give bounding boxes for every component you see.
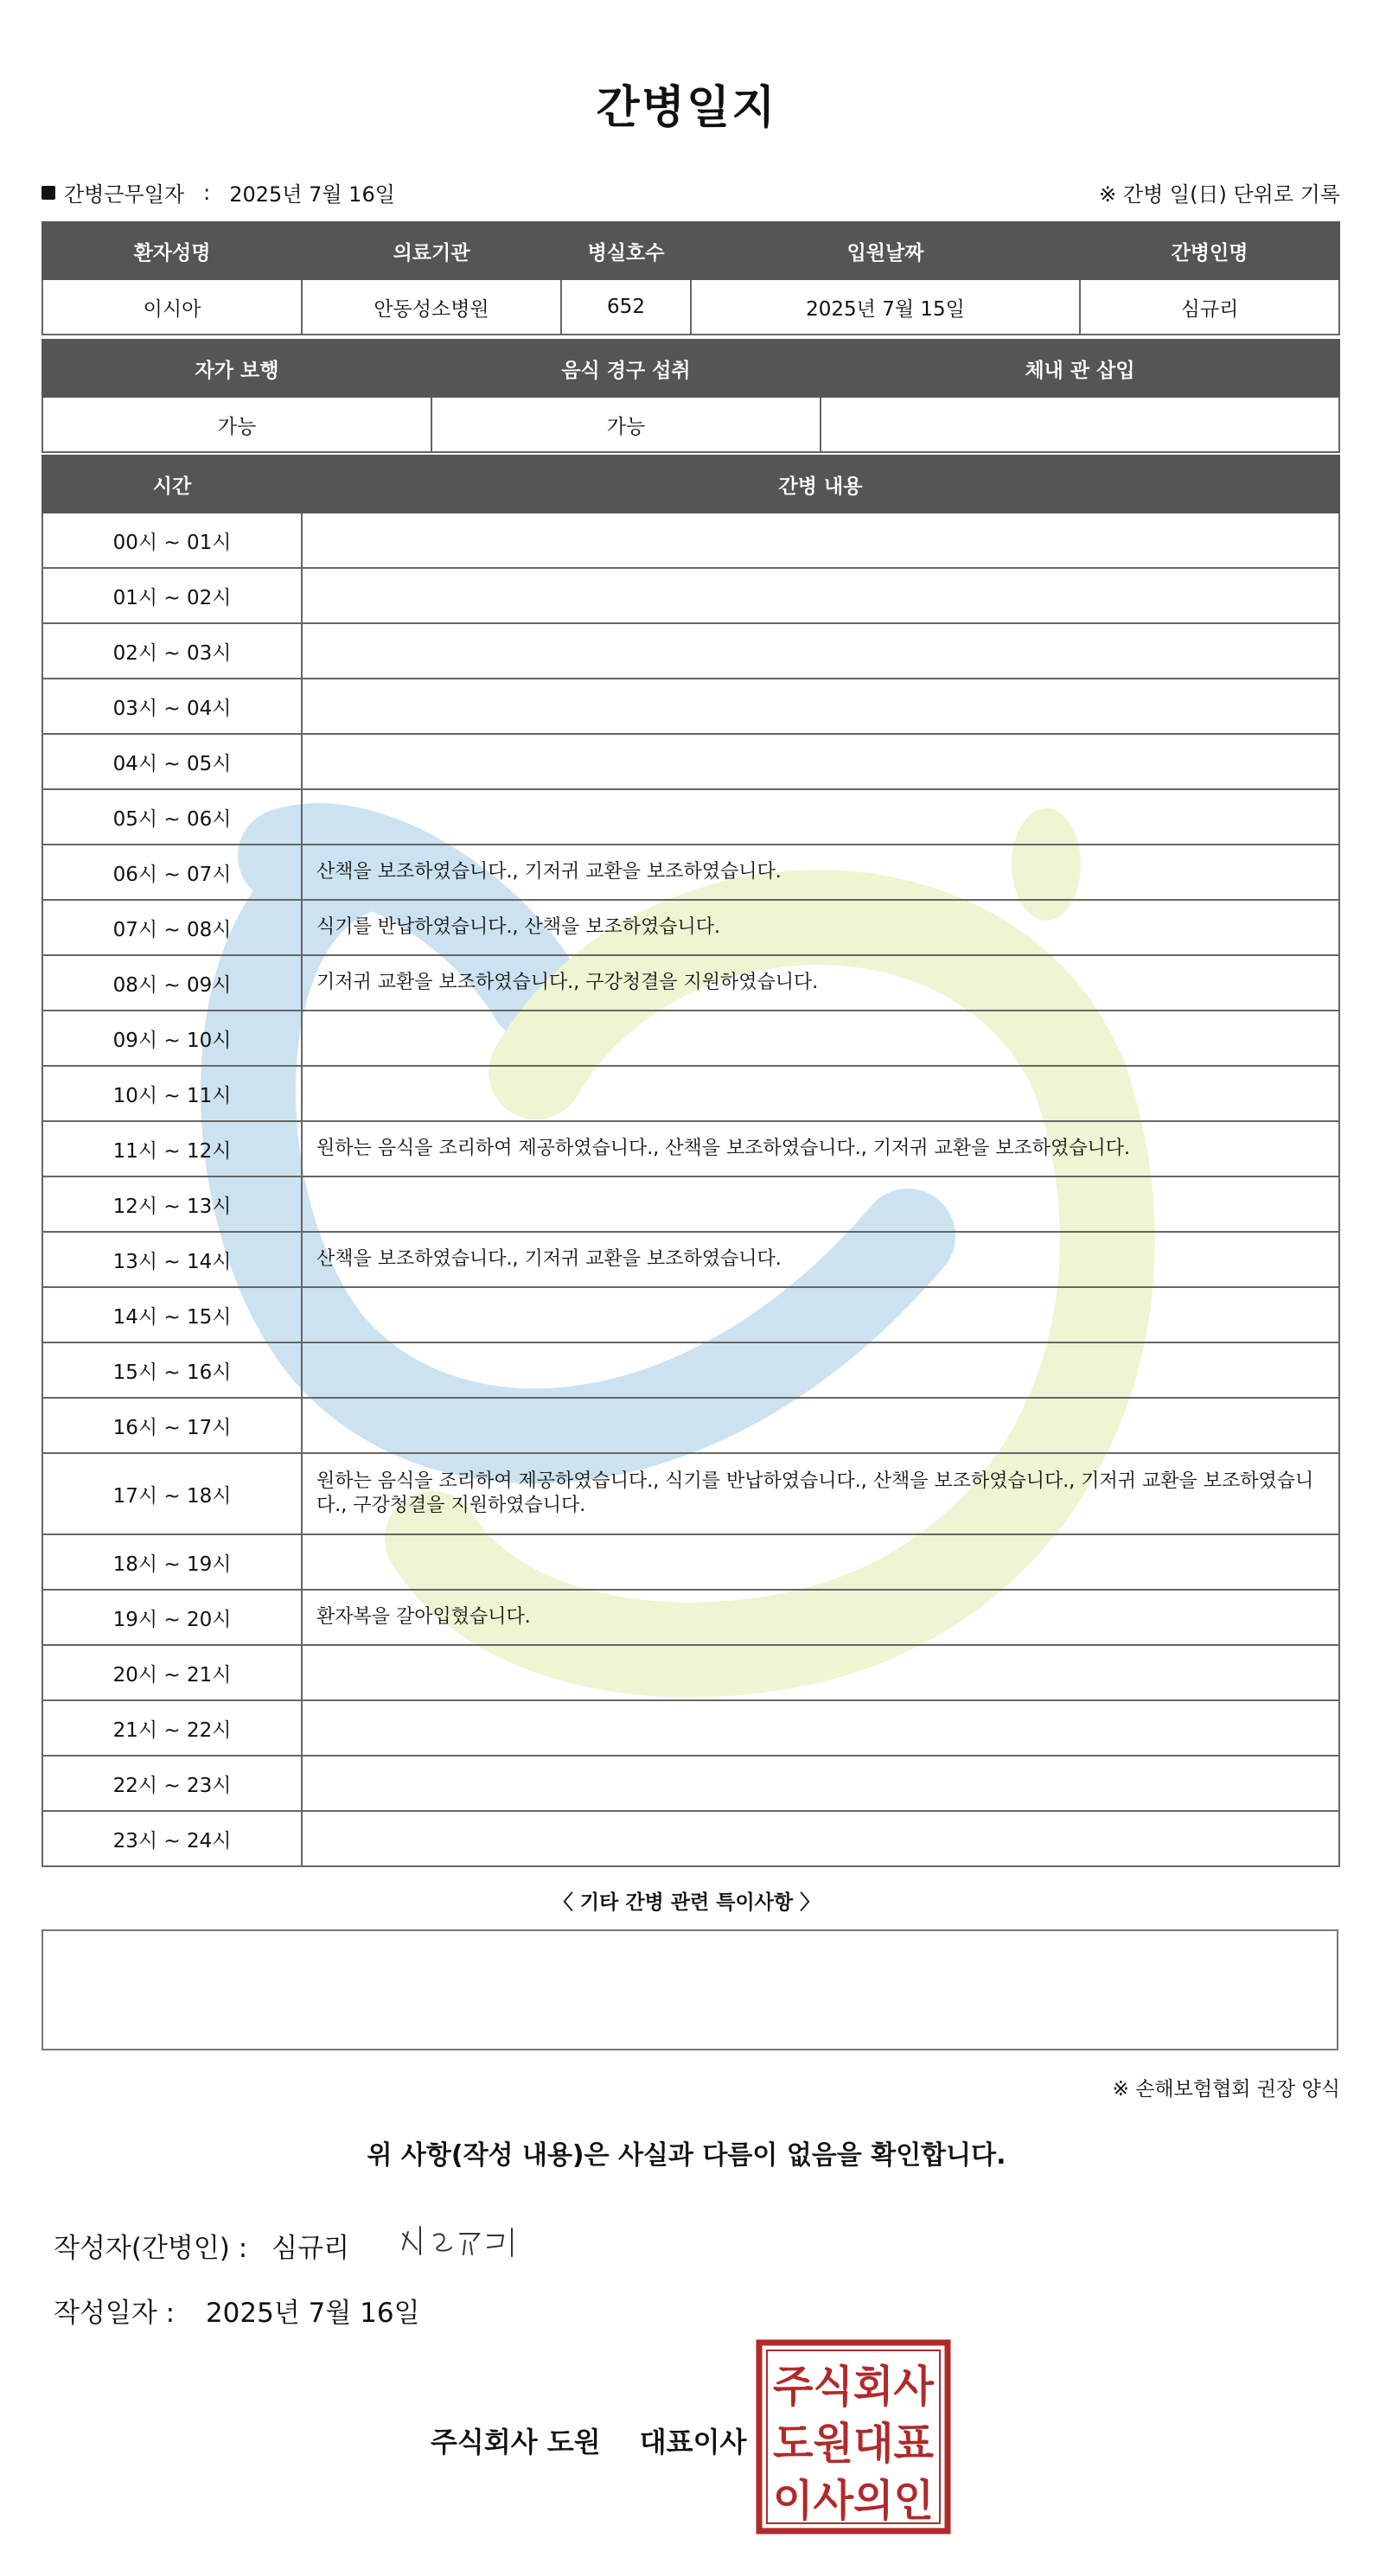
table-row (42, 845, 1339, 900)
time-cell: 06시 ~ 07시 (42, 845, 302, 900)
caregiver-name: 심규리 (1080, 279, 1339, 335)
work-date-label: 간병근무일자 (64, 182, 185, 207)
table-row (42, 679, 1339, 734)
time-cell: 14시 ~ 15시 (42, 1287, 302, 1342)
work-date-value: 2025년 7월 16일 (229, 182, 395, 207)
header-oral-intake: 음식 경구 섭취 (431, 340, 821, 397)
care-content-cell (302, 568, 1339, 623)
table-row (42, 789, 1339, 845)
time-cell: 23시 ~ 24시 (42, 1811, 302, 1866)
care-content-cell (302, 789, 1339, 845)
table-row (42, 1453, 1339, 1534)
care-content-cell (302, 623, 1339, 679)
time-cell: 00시 ~ 01시 (42, 513, 302, 568)
admission-date: 2025년 7월 15일 (691, 279, 1080, 335)
care-content-cell (302, 1811, 1339, 1866)
table-row (42, 1121, 1339, 1176)
table-row (42, 1176, 1339, 1232)
care-content-cell (302, 1011, 1339, 1066)
table-row (42, 1066, 1339, 1121)
table-row (42, 1645, 1339, 1700)
room-number: 652 (561, 279, 691, 335)
writer-name: 심규리 (271, 2233, 350, 2264)
tube-insertion-value (821, 397, 1339, 452)
care-content-cell (302, 1176, 1339, 1232)
self-walking-value: 가능 (42, 397, 431, 452)
table-row (42, 1700, 1339, 1756)
time-cell: 21시 ~ 22시 (42, 1700, 302, 1756)
svg-text:이사의인: 이사의인 (773, 2476, 934, 2526)
page-title: 간병일지 (596, 82, 777, 134)
header-time: 시간 (42, 456, 302, 513)
write-date-value: 2025년 7월 16일 (205, 2298, 420, 2329)
care-content-cell: 환자복을 갈아입혔습니다. (302, 1590, 1339, 1645)
table-row (42, 1398, 1339, 1453)
time-cell: 02시 ~ 03시 (42, 623, 302, 679)
table-row (42, 568, 1339, 623)
patient-status-table (42, 339, 1340, 453)
care-content-cell: 원하는 음식을 조리하여 제공하였습니다., 산책을 보조하였습니다., 기저귀 교환을 보조하였습니다. (302, 1121, 1339, 1176)
company-line (431, 2420, 746, 2460)
care-content-cell (302, 1700, 1339, 1756)
time-cell: 20시 ~ 21시 (42, 1645, 302, 1700)
care-content-cell (302, 1534, 1339, 1590)
table-row (42, 900, 1339, 955)
care-content-cell: 원하는 음식을 조리하여 제공하였습니다., 식기를 반납하였습니다., 산책을 보조하였습니다., 기저귀 교환을 보조하였습니다., 구강청결을 지원하였습니다. (302, 1453, 1339, 1534)
care-content-cell (302, 734, 1339, 789)
write-date-label: 작성일자 : (54, 2298, 176, 2329)
hospital-name: 안동성소병원 (302, 279, 561, 335)
table-row (42, 623, 1339, 679)
header-self-walking: 자가 보행 (42, 340, 431, 397)
time-cell: 03시 ~ 04시 (42, 679, 302, 734)
time-cell: 01시 ~ 02시 (42, 568, 302, 623)
table-row (42, 1232, 1339, 1287)
recommend-note: ※ 손해보험협회 권장 양식 (1112, 2078, 1340, 2101)
care-content-cell (302, 679, 1339, 734)
time-cell: 05시 ~ 06시 (42, 789, 302, 845)
oral-intake-value: 가능 (431, 397, 821, 452)
table-row (42, 734, 1339, 789)
header-tube-insertion: 체내 관 삽입 (821, 340, 1339, 397)
bullet-square-icon (42, 186, 55, 200)
care-content-cell: 산책을 보조하였습니다., 기저귀 교환을 보조하였습니다. (302, 1232, 1339, 1287)
time-cell: 17시 ~ 18시 (42, 1453, 302, 1534)
care-content-cell: 산책을 보조하였습니다., 기저귀 교환을 보조하였습니다. (302, 845, 1339, 900)
writer-label: 작성자(간병인) : (54, 2233, 248, 2264)
header-caregiver-name: 간병인명 (1080, 222, 1339, 279)
patient-name: 이시아 (42, 279, 302, 335)
table-row (42, 1287, 1339, 1342)
care-content-cell (302, 513, 1339, 568)
time-cell: 07시 ~ 08시 (42, 900, 302, 955)
work-date-colon: : (203, 180, 211, 205)
care-content-cell (302, 1342, 1339, 1398)
table-row (42, 955, 1339, 1011)
table-row (42, 1756, 1339, 1811)
care-content-cell: 기저귀 교환을 보조하였습니다., 구강청결을 지원하였습니다. (302, 955, 1339, 1011)
time-cell: 22시 ~ 23시 (42, 1756, 302, 1811)
time-cell: 10시 ~ 11시 (42, 1066, 302, 1121)
svg-text:도원대표: 도원대표 (773, 2419, 935, 2469)
table-row (42, 1011, 1339, 1066)
remarks-title: 〈 기타 간병 관련 특이사항 〉 (552, 1891, 821, 1914)
care-content-cell: 식기를 반납하였습니다., 산책을 보조하였습니다. (302, 900, 1339, 955)
table-row (42, 1534, 1339, 1590)
remarks-box (42, 1929, 1338, 2050)
company-name: 주식회사 도원 (431, 2426, 601, 2458)
confirmation-statement: 위 사항(작성 내용)은 사실과 다름이 없음을 확인합니다. (367, 2140, 1006, 2171)
care-content-cell (302, 1287, 1339, 1342)
table-row (42, 1342, 1339, 1398)
care-content-cell (302, 1066, 1339, 1121)
table-row (42, 1811, 1339, 1866)
time-cell: 18시 ~ 19시 (42, 1534, 302, 1590)
write-date (54, 2291, 420, 2330)
work-date (42, 177, 395, 207)
header-care-content: 간병 내용 (302, 456, 1339, 513)
time-cell: 04시 ~ 05시 (42, 734, 302, 789)
company-seal-stamp (756, 2339, 951, 2535)
table-row (42, 513, 1339, 568)
header-admission-date: 입원날짜 (691, 222, 1080, 279)
handwritten-signature (396, 2215, 534, 2267)
time-cell: 13시 ~ 14시 (42, 1232, 302, 1287)
time-cell: 12시 ~ 13시 (42, 1176, 302, 1232)
daily-record-note: ※ 간병 일(日) 단위로 기록 (1099, 182, 1340, 207)
time-cell: 16시 ~ 17시 (42, 1398, 302, 1453)
care-log-table (42, 455, 1340, 1867)
time-cell: 11시 ~ 12시 (42, 1121, 302, 1176)
writer-line (54, 2226, 349, 2265)
time-cell: 08시 ~ 09시 (42, 955, 302, 1011)
header-patient-name: 환자성명 (42, 222, 302, 279)
header-room: 병실호수 (561, 222, 691, 279)
care-content-cell (302, 1398, 1339, 1453)
care-content-cell (302, 1645, 1339, 1700)
patient-info-table (42, 221, 1340, 335)
care-content-cell (302, 1756, 1339, 1811)
table-row (42, 1590, 1339, 1645)
svg-text:주식회사: 주식회사 (773, 2362, 935, 2412)
time-cell: 15시 ~ 16시 (42, 1342, 302, 1398)
time-cell: 19시 ~ 20시 (42, 1590, 302, 1645)
time-cell: 09시 ~ 10시 (42, 1011, 302, 1066)
ceo-title: 대표이사 (639, 2426, 747, 2458)
header-hospital: 의료기관 (302, 222, 561, 279)
